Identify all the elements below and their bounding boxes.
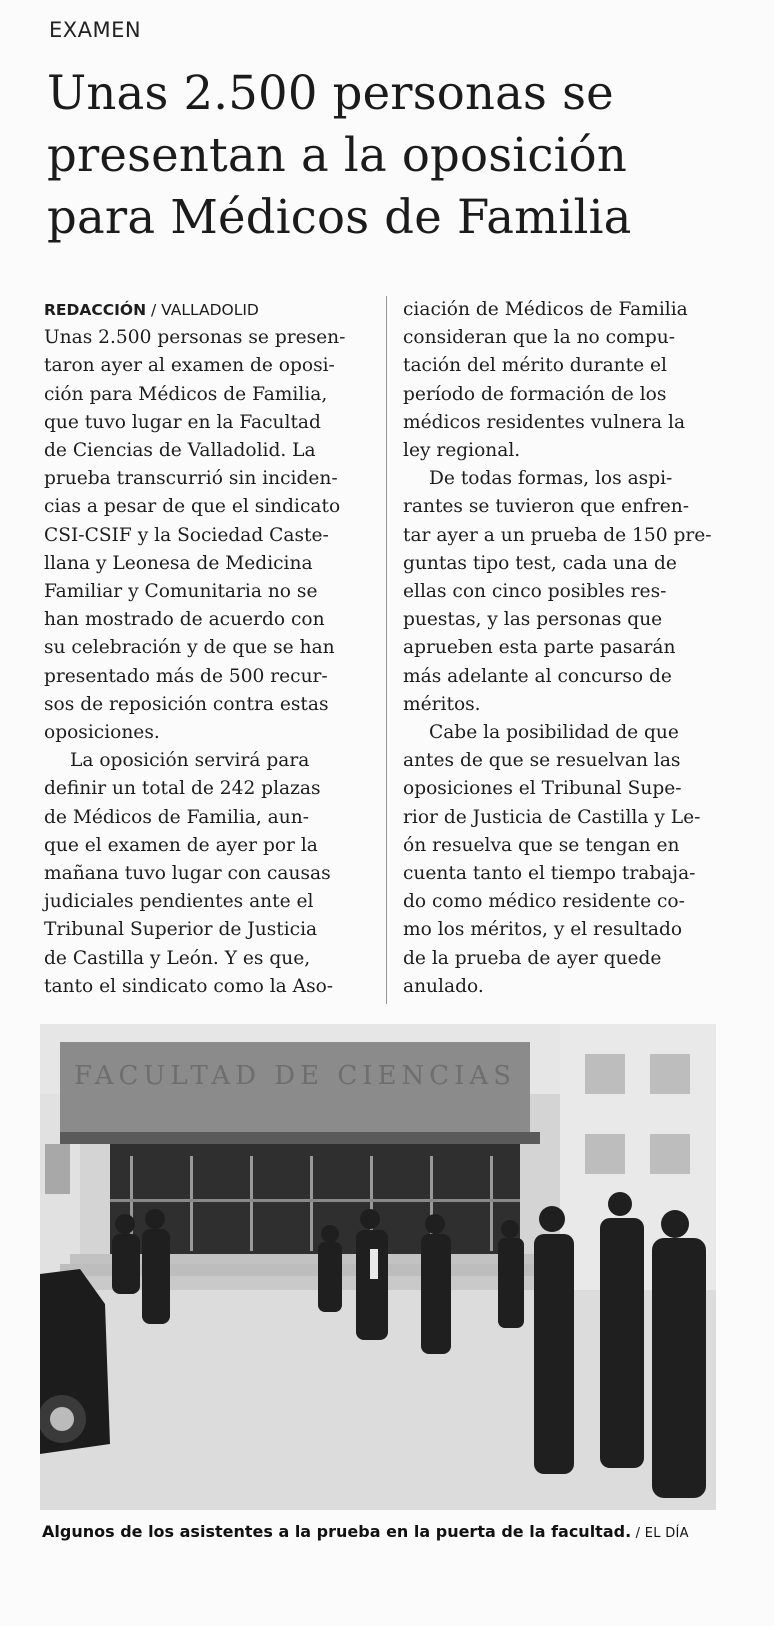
text-line: médicos residentes vulnera la: [403, 411, 686, 433]
text-line: consideran que la no compu-: [403, 327, 676, 349]
headline-line-2: presentan a la oposición: [47, 128, 628, 182]
headline-line-3: para Médicos de Familia: [47, 190, 632, 244]
facade-sign-text: FACULTAD DE CIENCIAS: [73, 1061, 517, 1091]
photo-illustration: [40, 1024, 716, 1510]
photo-credit: / EL DÍA: [631, 1526, 689, 1541]
text-line: rantes se tuvieron que enfren-: [403, 496, 690, 518]
text-line: oposiciones el Tribunal Supe-: [403, 778, 682, 800]
article-column-2: [403, 296, 743, 1001]
text-line: que el examen de ayer por la: [44, 834, 318, 856]
text-line: mañana tuvo lugar con causas: [44, 863, 331, 885]
text-line: puestas, y las personas que: [403, 609, 663, 631]
text-line: de Castilla y León. Y es que,: [44, 947, 311, 969]
text-line: ón resuelva que se tengan en: [403, 834, 680, 856]
column-divider: [386, 296, 387, 1004]
text-line: prueba transcurrió sin inciden-: [44, 468, 338, 490]
text-line: período de formación de los: [403, 383, 667, 405]
text-line: que tuvo lugar en la Facultad: [44, 411, 321, 433]
headline-line-1: Unas 2.500 personas se: [47, 66, 614, 120]
text-line: do como médico residente co-: [403, 891, 685, 913]
text-line: ley regional.: [403, 440, 521, 462]
headline: [47, 62, 737, 248]
section-label: EXAMEN: [49, 18, 142, 42]
text-line: tar ayer a un prueba de 150 pre-: [403, 524, 712, 546]
text-line: definir un total de 242 plazas: [44, 778, 321, 800]
byline-author: REDACCIÓN: [44, 301, 147, 319]
text-line: tanto el sindicato como la Aso-: [44, 975, 334, 997]
text-line: su celebración y de que se han: [44, 637, 335, 659]
text-line: cuenta tanto el tiempo trabaja-: [403, 863, 696, 885]
text-line: CSI-CSIF y la Sociedad Caste-: [44, 524, 329, 546]
news-photo: [40, 1024, 716, 1510]
byline-place: VALLADOLID: [161, 301, 259, 319]
text-line: ciación de Médicos de Familia: [403, 299, 688, 320]
text-line: sos de reposición contra estas: [44, 693, 329, 715]
text-line: cias a pesar de que el sindicato: [44, 496, 341, 518]
photo-caption: [42, 1522, 742, 1541]
text-line: ellas con cinco posibles res-: [403, 581, 667, 603]
text-line: Unas 2.500 personas se presen-: [44, 327, 346, 349]
text-line: méritos.: [403, 693, 481, 715]
text-line: llana y Leonesa de Medicina: [44, 552, 313, 574]
text-line: judiciales pendientes ante el: [44, 891, 314, 913]
byline-separator: /: [146, 301, 162, 319]
text-line: De todas formas, los aspi-: [429, 468, 673, 490]
text-line: rior de Justicia de Castilla y Le-: [403, 806, 701, 828]
text-line: Familiar y Comunitaria no se: [44, 581, 318, 603]
text-line: han mostrado de acuerdo con: [44, 609, 325, 631]
text-line: anulado.: [403, 975, 484, 997]
text-line: ción para Médicos de Familia,: [44, 383, 328, 405]
text-line: guntas tipo test, cada una de: [403, 552, 677, 574]
paragraph-2-continued: [403, 296, 743, 465]
text-line: tación del mérito durante el: [403, 355, 667, 377]
text-line: de Médicos de Familia, aun-: [44, 806, 310, 828]
text-line: Cabe la posibilidad de que: [429, 722, 679, 744]
text-line: de la prueba de ayer quede: [403, 947, 662, 969]
text-line: más adelante al concurso de: [403, 665, 672, 687]
text-line: de Ciencias de Valladolid. La: [44, 440, 316, 462]
text-line: La oposición servirá para: [70, 750, 310, 772]
text-line: taron ayer al examen de oposi-: [44, 355, 335, 377]
text-line: aprueben esta parte pasarán: [403, 637, 676, 659]
text-line: Tribunal Superior de Justicia: [44, 919, 318, 941]
caption-text: Algunos de los asistentes a la prueba en la puerta de la facultad.: [42, 1522, 632, 1541]
paragraph-4: [403, 719, 743, 1001]
article-column-1: [44, 296, 379, 1001]
text-line: oposiciones.: [44, 722, 160, 744]
byline: [44, 296, 379, 324]
text-line: presentado más de 500 recur-: [44, 665, 328, 687]
paragraph-2: [44, 747, 379, 1001]
paragraph-1: [44, 324, 379, 747]
paragraph-3: [403, 465, 743, 719]
text-line: mo los méritos, y el resultado: [403, 919, 683, 941]
text-line: antes de que se resuelvan las: [403, 750, 681, 772]
